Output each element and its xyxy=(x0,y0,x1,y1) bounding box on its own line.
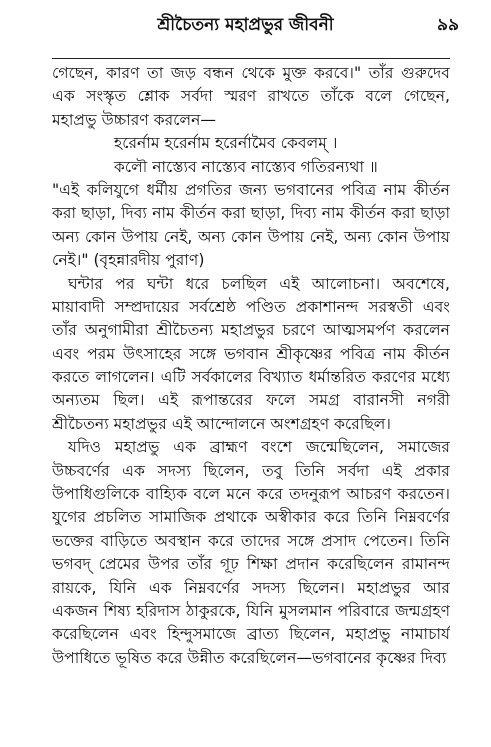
text-line: একজন শিষ্য হরিদাস ঠাকুরকে, যিনি মুসলমান পরিবারে জন্মগ্রহণ xyxy=(52,601,450,620)
text-line: গেছেন, কারণ তা জড় বন্ধন থেকে মুক্ত করবে।" তাঁর গুরুদেব xyxy=(52,64,450,82)
text-line: করতে লাগলেন। এটি সর্বকালের বিখ্যাত ধর্মান্তরিত করণের মধ্যে xyxy=(52,368,450,387)
body-text xyxy=(52,62,450,670)
paragraph xyxy=(52,179,450,273)
text-line: ভগবদ্ প্রেমের উপর তাঁর গূঢ় শিক্ষা প্রদান করেছিলেন রামানন্দ xyxy=(52,555,450,574)
text-line: ঘন্টার পর ঘন্টা ধরে চলছিল এই আলোচনা। অবশেষে, xyxy=(68,274,450,293)
running-title: শ্রীচৈতন্য মহাপ্রভুর জীবনী xyxy=(157,15,334,35)
text-line: উচ্চবর্ণের এক সদস্য ছিলেন, তবু তিনি সর্বদা এই প্রকার xyxy=(52,461,450,480)
text-line: তাঁর অনুগামীরা শ্রীচৈতন্য মহাপ্রভুর চরণে আত্মসমর্পণ করলেন xyxy=(52,321,450,340)
text-line: করা ছাড়া, দিব্য নাম কীর্তন করা ছাড়া, দিব্য নাম কীর্তন করা ছাড়া xyxy=(52,204,450,223)
text-line: করেছিলেন এবং হিন্দুসমাজে ব্রাত্য ছিলেন, মহাপ্রভু নামাচার্য xyxy=(52,625,450,644)
text-line: "এই কলিযুগে ধর্মীয় প্রগতির জন্য ভগবানের পবিত্র নাম কীর্তন xyxy=(52,180,450,199)
text-line: অন্য কোন উপায় নেই, অন্য কোন উপায় নেই, অন্য কোন উপায় xyxy=(52,227,450,246)
text-line: এক সংস্কৃত শ্লোক সর্বদা স্মরণ রাখতে তাঁকে বলে গেছেন, xyxy=(52,87,450,106)
verse-line: হরের্নাম হরের্নাম হরের্নামৈব কেবলম্ । xyxy=(114,134,338,153)
page-header xyxy=(0,8,491,38)
text-line: নেই।" (বৃহন্নারদীয় পুরাণ) xyxy=(52,251,205,270)
text-line: রায়কে, যিনি এক নিম্নবর্ণের সদস্য ছিলেন। মহাপ্রভুর আর xyxy=(52,578,450,597)
text-line: এবং পরম উৎসাহের সঙ্গে ভগবান শ্রীকৃষ্ণের পবিত্র নাম কীর্তন xyxy=(52,344,450,363)
paragraph xyxy=(52,273,450,437)
text-line: ভক্তের বাড়িতে অবস্থান করে তাদের সঙ্গে প্রসাদ পেতেন। তিনি xyxy=(52,531,450,550)
text-line: উপাধিতে ভূষিত করে উন্নীত করেছিলেন—ভগবানের কৃষ্ণের দিব্য xyxy=(52,648,447,667)
text-line: শ্রীচৈতন্য মহাপ্রভুর এই আন্দোলনে অংশগ্রহণ করেছিল। xyxy=(52,414,391,433)
page-number: ৯৯ xyxy=(436,15,459,35)
text-line: যদিও মহাপ্রভু এক ব্রাহ্মণ বংশে জন্মেছিলেন, সমাজের xyxy=(68,438,450,457)
verse-line: কলৌ নাস্ত্যেব নাস্ত্যেব নাস্ত্যেব গতিরন্যথা ॥ xyxy=(114,157,378,176)
text-line: অন্যতম ছিল। এই রূপান্তরের ফলে সমগ্র বারানসী নগরী xyxy=(52,391,450,410)
header-rule xyxy=(52,58,450,59)
paragraph xyxy=(52,62,450,132)
paragraph xyxy=(52,436,450,670)
text-line: উপাধিগুলিকে বাহ্যিক বলে মনে করে তদনুরূপ আচরণ করতেন। xyxy=(52,485,450,504)
text-line: যুগের প্রচলিত সামাজিক প্রথাকে অস্বীকার করে তিনি নিম্নবর্ণের xyxy=(52,508,450,527)
text-line: মায়াবাদী সম্প্রদায়ের সর্বশ্রেষ্ঠ পণ্ডিত প্রকাশানন্দ সরস্বতী এবং xyxy=(52,297,450,316)
verse-block xyxy=(52,132,450,179)
text-line: মহাপ্রভু উচ্চারণ করলেন— xyxy=(52,110,217,129)
